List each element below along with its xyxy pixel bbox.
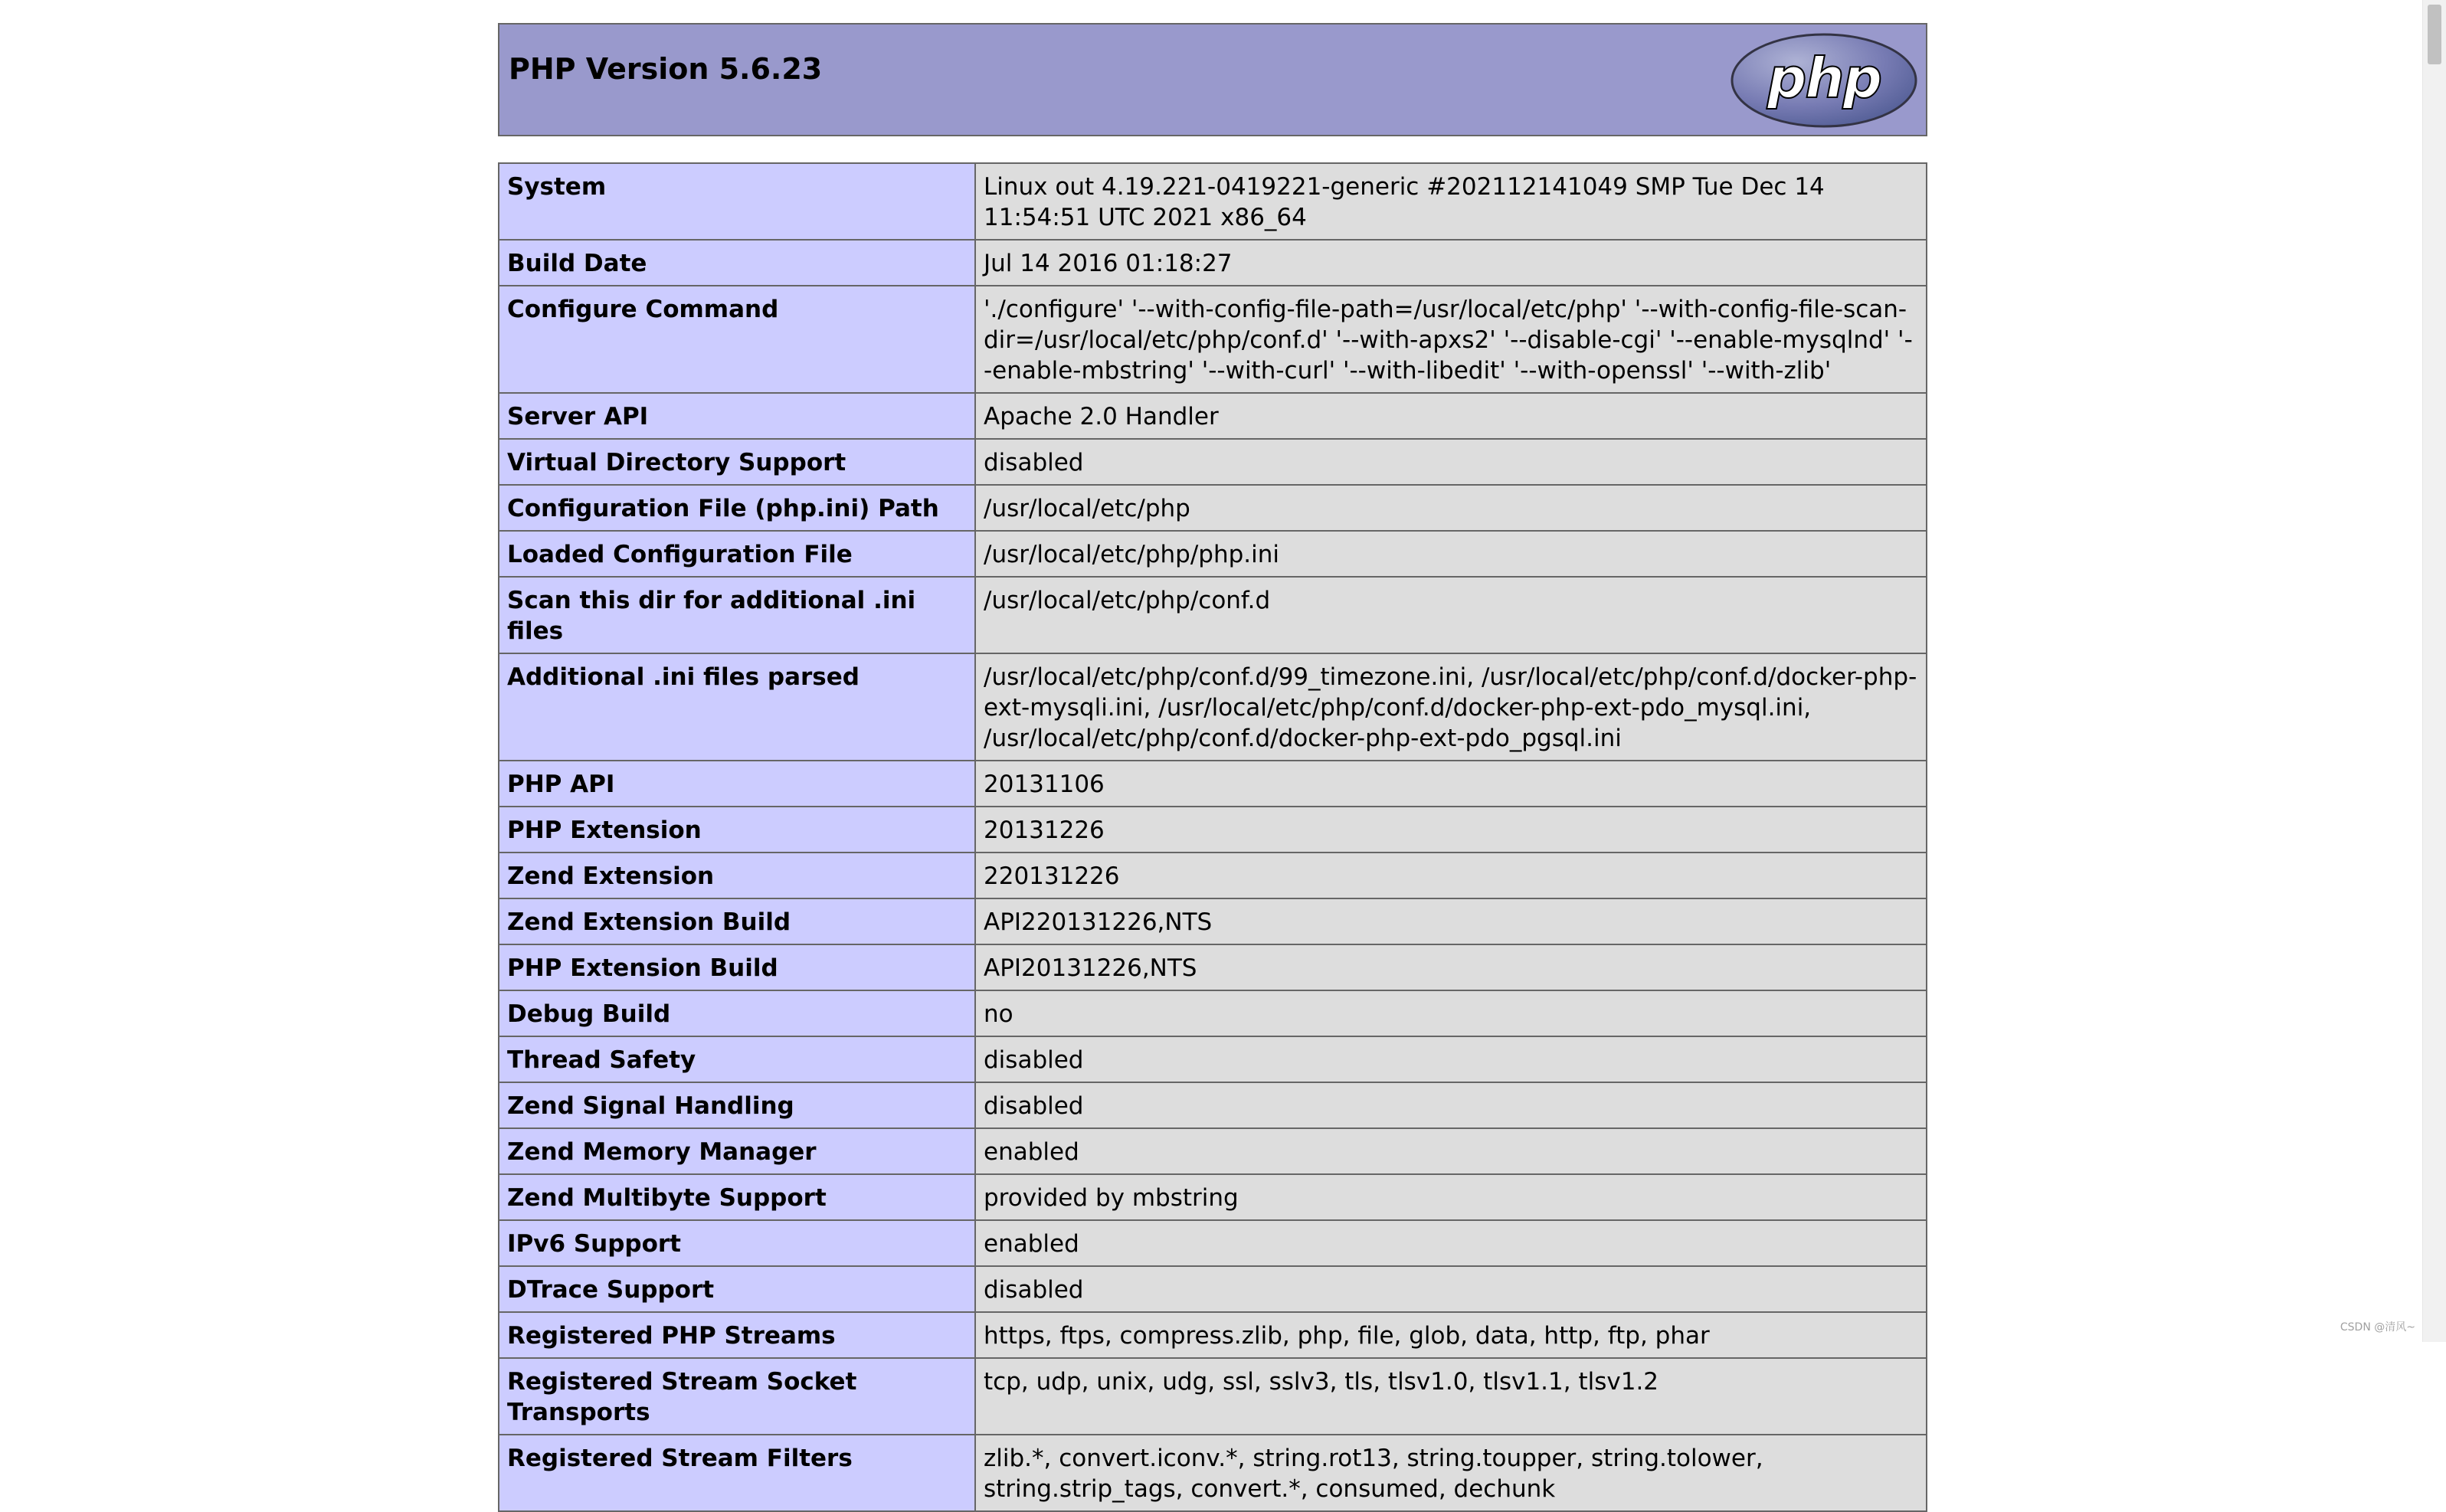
row-value: https, ftps, compress.zlib, php, file, glob, data, http, ftp, phar	[975, 1312, 1927, 1358]
row-label: Registered PHP Streams	[499, 1312, 975, 1358]
table-row	[499, 1312, 1927, 1358]
row-label: Thread Safety	[499, 1036, 975, 1082]
table-row	[499, 439, 1927, 485]
row-label: Zend Extension Build	[499, 898, 975, 944]
watermark: CSDN @清风~	[2340, 1321, 2415, 1334]
table-row	[499, 163, 1927, 240]
row-value: disabled	[975, 1082, 1927, 1128]
row-value: Jul 14 2016 01:18:27	[975, 240, 1927, 286]
row-label: Virtual Directory Support	[499, 439, 975, 485]
row-value: /usr/local/etc/php/php.ini	[975, 531, 1927, 577]
row-label: Zend Memory Manager	[499, 1128, 975, 1174]
row-label: System	[499, 163, 975, 240]
core-info-table	[498, 162, 1927, 1512]
table-row	[499, 485, 1927, 531]
row-label: PHP API	[499, 761, 975, 807]
row-value: Apache 2.0 Handler	[975, 393, 1927, 439]
row-label: Registered Stream Filters	[499, 1435, 975, 1511]
php-logo-text: php	[1767, 46, 1881, 110]
row-label: Server API	[499, 393, 975, 439]
row-label: Loaded Configuration File	[499, 531, 975, 577]
row-label: Configure Command	[499, 286, 975, 393]
row-label: PHP Extension Build	[499, 944, 975, 990]
scrollbar-thumb[interactable]	[2428, 5, 2441, 64]
row-value: /usr/local/etc/php/conf.d/99_timezone.ini, /usr/local/etc/php/conf.d/docker-php-ext-mysqli.ini, /usr/local/etc/php/conf.d/docker-php-ext-pdo_mysql.ini, /usr/local/etc/php/conf.d/docker-php-ext-pdo_pgsql.ini	[975, 653, 1927, 761]
table-row	[499, 944, 1927, 990]
row-value: enabled	[975, 1128, 1927, 1174]
row-label: Zend Multibyte Support	[499, 1174, 975, 1220]
table-row	[499, 1266, 1927, 1312]
row-label: Build Date	[499, 240, 975, 286]
table-row	[499, 990, 1927, 1036]
table-row	[499, 577, 1927, 653]
table-row	[499, 1220, 1927, 1266]
table-row	[499, 1358, 1927, 1435]
row-value: API220131226,NTS	[975, 898, 1927, 944]
row-value: /usr/local/etc/php/conf.d	[975, 577, 1927, 653]
row-label: Scan this dir for additional .ini files	[499, 577, 975, 653]
table-row	[499, 240, 1927, 286]
php-version-header	[498, 23, 1927, 136]
row-value: disabled	[975, 1266, 1927, 1312]
page-title: PHP Version 5.6.23	[509, 52, 823, 86]
row-label: DTrace Support	[499, 1266, 975, 1312]
row-label: Configuration File (php.ini) Path	[499, 485, 975, 531]
row-value: Linux out 4.19.221-0419221-generic #202112141049 SMP Tue Dec 14 11:54:51 UTC 2021 x86_64	[975, 163, 1927, 240]
table-row	[499, 853, 1927, 898]
row-value: 220131226	[975, 853, 1927, 898]
row-value: 20131106	[975, 761, 1927, 807]
table-row	[499, 1435, 1927, 1511]
row-value: provided by mbstring	[975, 1174, 1927, 1220]
table-row	[499, 286, 1927, 393]
row-value: /usr/local/etc/php	[975, 485, 1927, 531]
row-label: Zend Extension	[499, 853, 975, 898]
row-value: enabled	[975, 1220, 1927, 1266]
phpinfo-container	[498, 23, 1927, 1512]
row-value: disabled	[975, 1036, 1927, 1082]
row-label: PHP Extension	[499, 807, 975, 853]
table-row	[499, 1036, 1927, 1082]
row-value: './configure' '--with-config-file-path=/usr/local/etc/php' '--with-config-file-scan-dir=/usr/local/etc/php/conf.d' '--with-apxs2' '--disable-cgi' '--enable-mysqlnd' '--enable-mbstring' '--with-curl' '--with-libedit' '--with-openssl' '--with-zlib'	[975, 286, 1927, 393]
table-row	[499, 807, 1927, 853]
row-value: API20131226,NTS	[975, 944, 1927, 990]
row-label: IPv6 Support	[499, 1220, 975, 1266]
table-row	[499, 1174, 1927, 1220]
table-row	[499, 1082, 1927, 1128]
php-logo-icon[interactable]	[1730, 32, 1918, 129]
row-value: tcp, udp, unix, udg, ssl, sslv3, tls, tlsv1.0, tlsv1.1, tlsv1.2	[975, 1358, 1927, 1435]
row-value: no	[975, 990, 1927, 1036]
vertical-scrollbar[interactable]	[2422, 0, 2446, 1342]
table-row	[499, 1128, 1927, 1174]
table-row	[499, 531, 1927, 577]
row-value: zlib.*, convert.iconv.*, string.rot13, string.toupper, string.tolower, string.strip_tags, convert.*, consumed, dechunk	[975, 1435, 1927, 1511]
row-label: Zend Signal Handling	[499, 1082, 975, 1128]
table-row	[499, 653, 1927, 761]
row-value: 20131226	[975, 807, 1927, 853]
table-row	[499, 761, 1927, 807]
row-label: Registered Stream Socket Transports	[499, 1358, 975, 1435]
table-row	[499, 393, 1927, 439]
row-label: Additional .ini files parsed	[499, 653, 975, 761]
row-value: disabled	[975, 439, 1927, 485]
table-row	[499, 898, 1927, 944]
row-label: Debug Build	[499, 990, 975, 1036]
